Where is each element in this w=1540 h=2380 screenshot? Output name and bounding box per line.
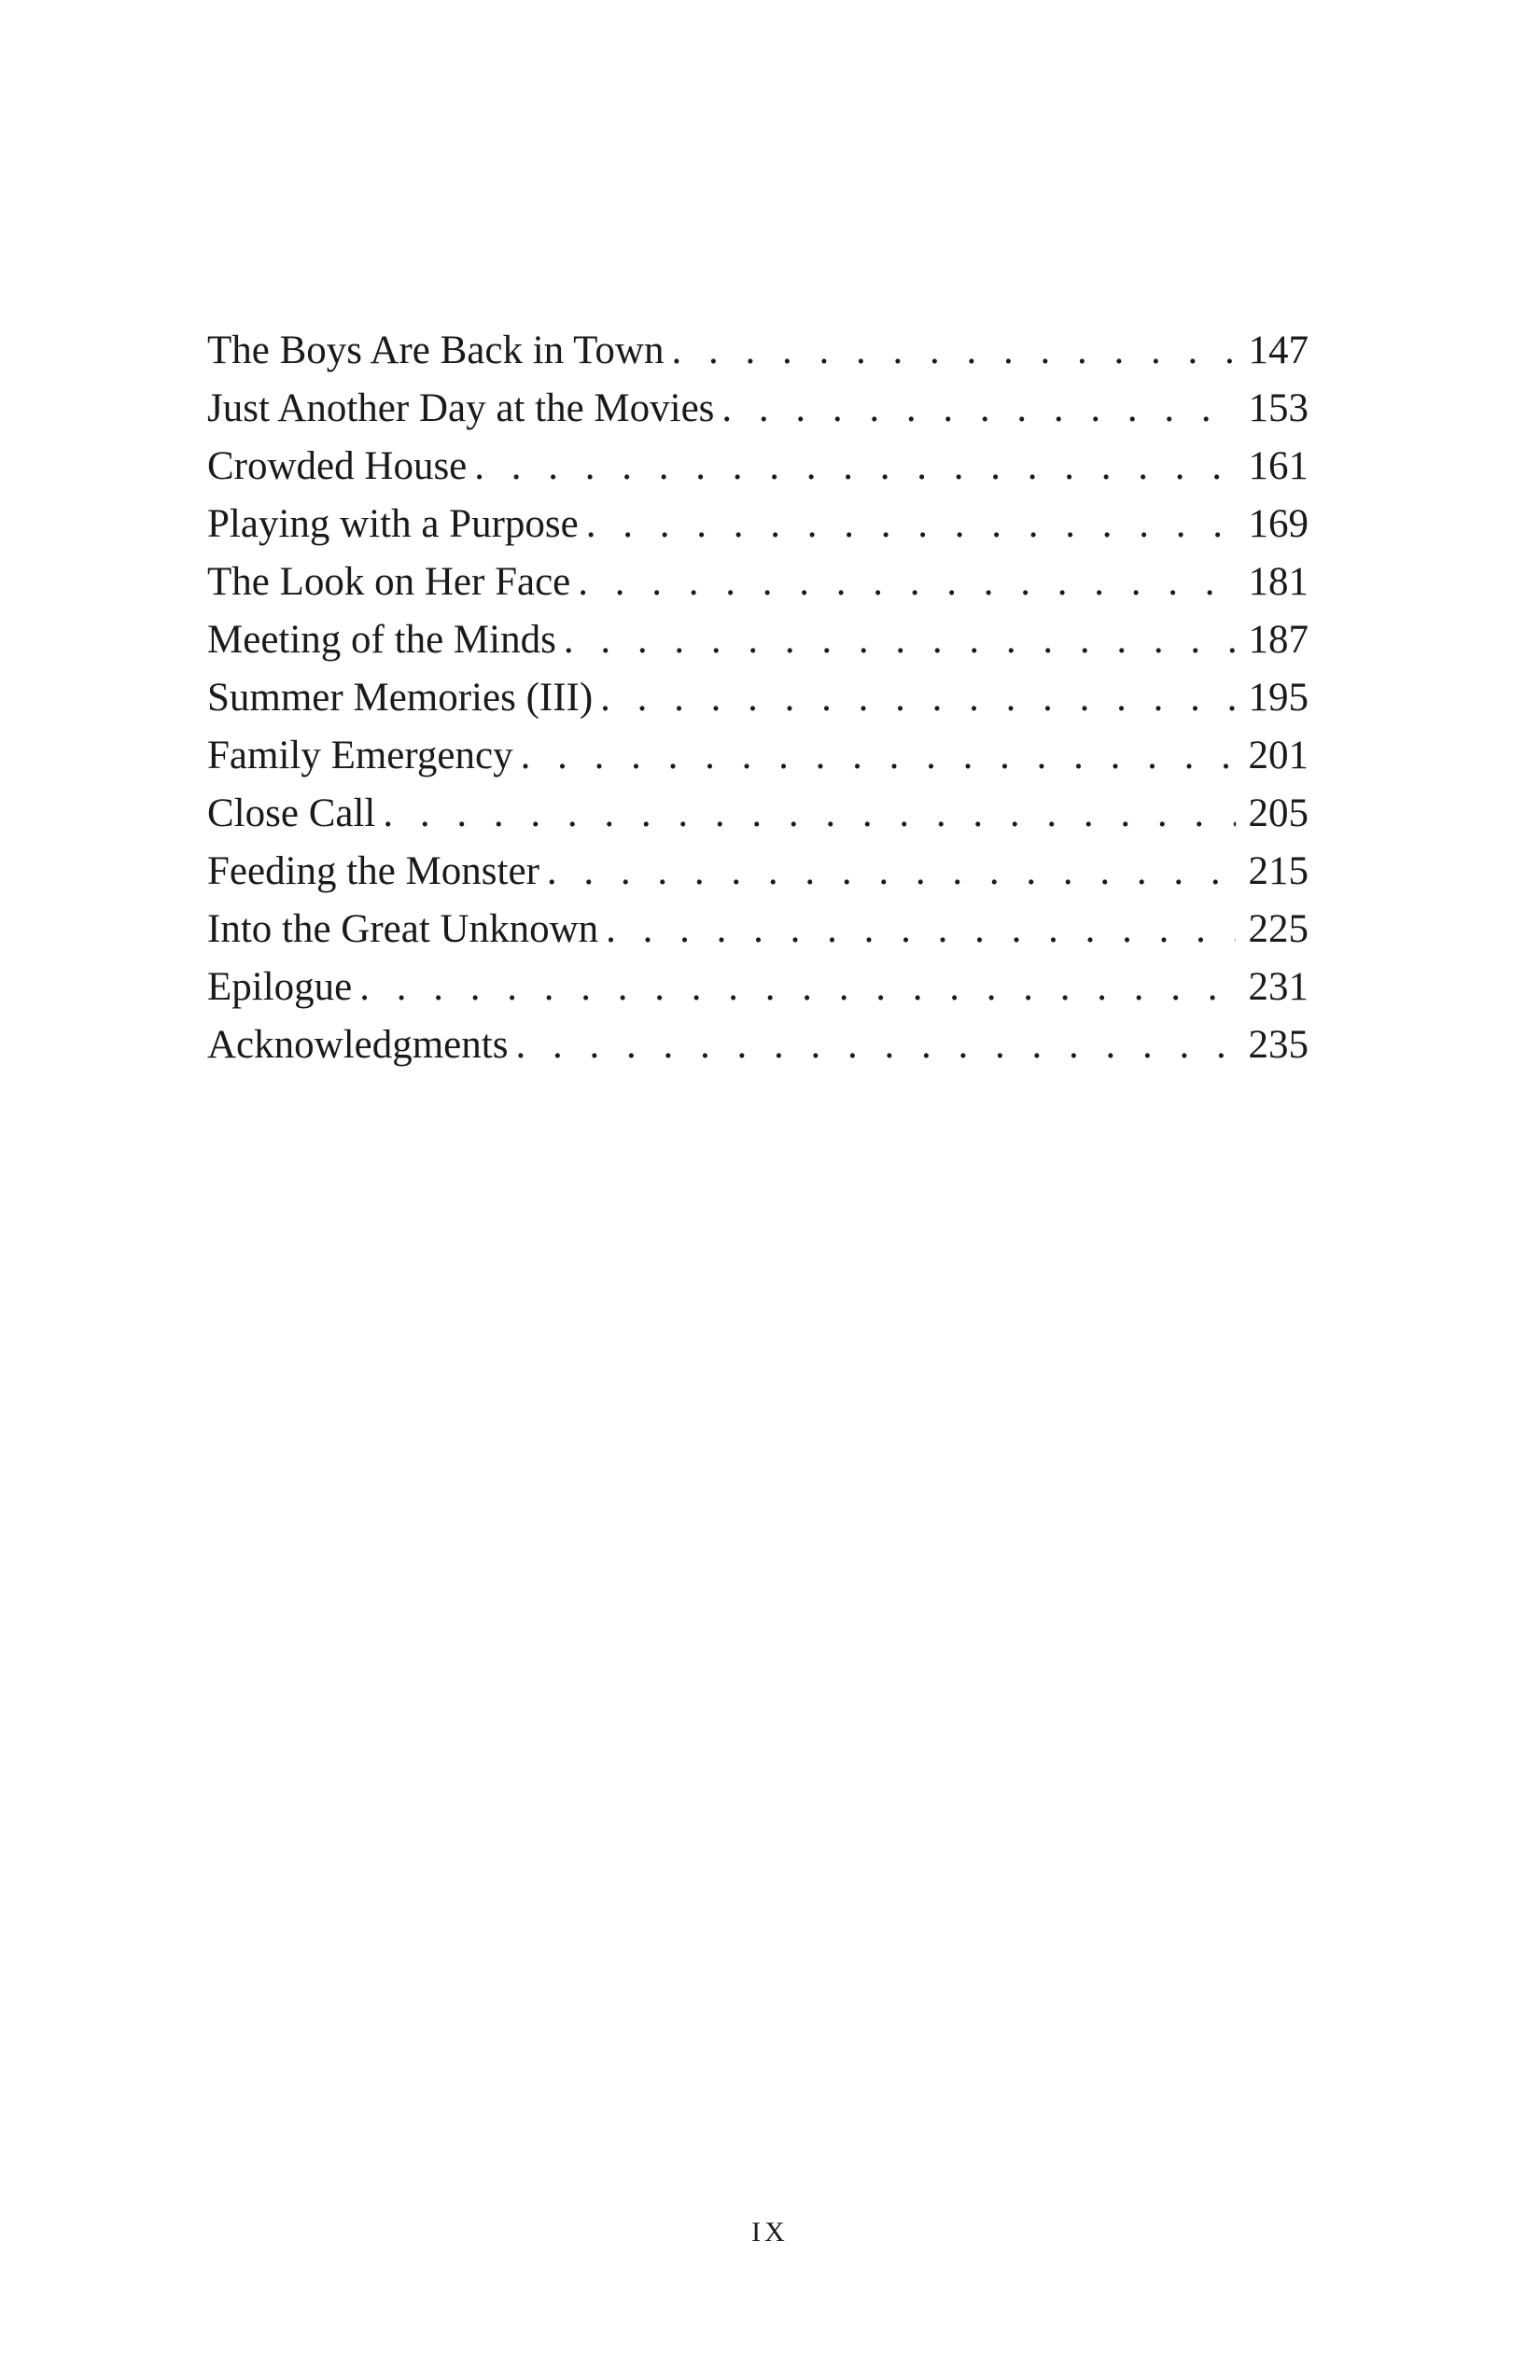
toc-entry-page: 153 <box>1248 386 1309 430</box>
toc-entry-page: 181 <box>1248 560 1309 604</box>
toc-entry <box>207 496 1309 553</box>
toc-entry <box>207 1016 1309 1074</box>
toc-entry <box>207 843 1309 901</box>
dot-leader <box>606 901 1235 959</box>
toc-entry <box>207 785 1309 843</box>
dot-leader <box>359 959 1235 1016</box>
toc-entry-title: Playing with a Purpose <box>207 502 579 546</box>
dot-leader <box>586 496 1236 553</box>
toc-entry-title: The Look on Her Face <box>207 560 571 604</box>
toc-entry-title: Meeting of the Minds <box>207 618 556 662</box>
toc-entry-title: Family Emergency <box>207 734 513 777</box>
toc-entry <box>207 901 1309 959</box>
dot-leader <box>521 727 1236 785</box>
toc-entry-title: Summer Memories (III) <box>207 676 594 720</box>
toc-entry <box>207 727 1309 785</box>
toc-entry-page: 231 <box>1248 965 1309 1009</box>
dot-leader <box>383 785 1235 843</box>
toc-entry <box>207 611 1309 669</box>
toc-entry-title: Acknowledgments <box>207 1023 509 1067</box>
toc-entry-title: Crowded House <box>207 444 468 488</box>
toc-entry-title: Into the Great Unknown <box>207 907 599 951</box>
toc-entry <box>207 959 1309 1016</box>
dot-leader <box>721 380 1235 438</box>
toc-entry-page: 235 <box>1248 1023 1309 1067</box>
toc-entry-title: The Boys Are Back in Town <box>207 329 665 372</box>
dot-leader <box>600 669 1235 727</box>
dot-leader <box>515 1016 1235 1074</box>
table-of-contents <box>207 322 1309 1074</box>
dot-leader <box>474 438 1235 496</box>
dot-leader <box>547 843 1236 901</box>
toc-entry-page: 195 <box>1248 676 1309 720</box>
dot-leader <box>671 322 1235 380</box>
toc-entry <box>207 553 1309 611</box>
toc-entry-page: 187 <box>1248 618 1309 662</box>
toc-entry-page: 161 <box>1248 444 1309 488</box>
toc-entry-page: 147 <box>1248 329 1309 372</box>
toc-entry <box>207 438 1309 496</box>
toc-entry-page: 215 <box>1248 849 1309 893</box>
toc-entry-title: Just Another Day at the Movies <box>207 386 715 430</box>
toc-entry <box>207 322 1309 380</box>
page-number: IX <box>751 2217 789 2247</box>
toc-entry-title: Epilogue <box>207 965 353 1009</box>
toc-entry-page: 205 <box>1248 791 1309 835</box>
dot-leader <box>578 553 1235 611</box>
toc-entry-page: 169 <box>1248 502 1309 546</box>
toc-entry <box>207 380 1309 438</box>
toc-entry <box>207 669 1309 727</box>
dot-leader <box>564 611 1236 669</box>
toc-entry-title: Feeding the Monster <box>207 849 539 893</box>
toc-entry-page: 225 <box>1248 907 1309 951</box>
toc-entry-page: 201 <box>1248 734 1309 777</box>
toc-entry-title: Close Call <box>207 791 376 835</box>
